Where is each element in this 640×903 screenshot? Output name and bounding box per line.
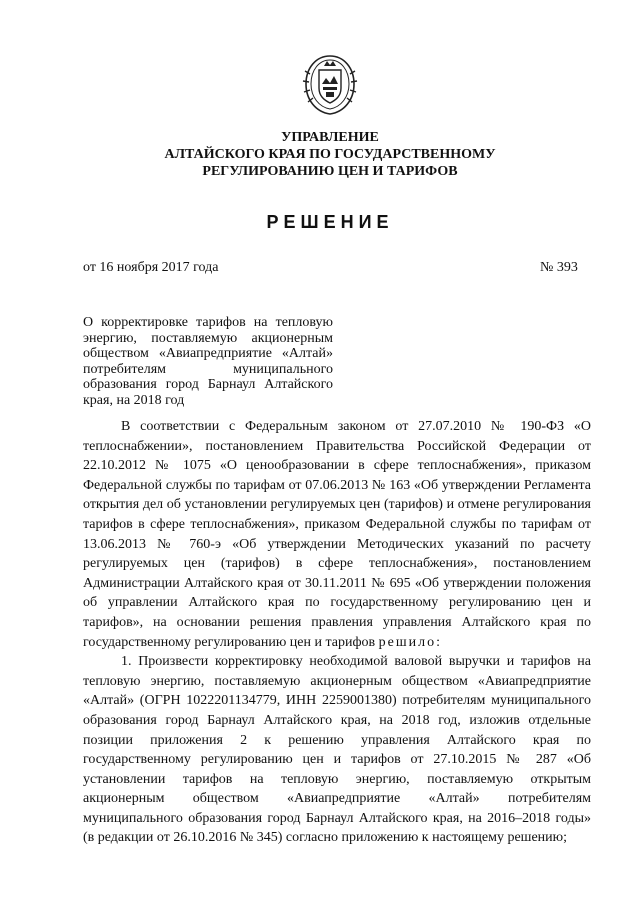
preamble-text: В соответствии с Федеральным законом от 27.07.2010 № 190-ФЗ «О теплоснабжении», постановлением Правительства Российской Федерации от 22.10.2012 № 1075 «О ценообразовании в сфере теплоснабжения», приказом Федеральной службы по тарифам от 07.06.2013 № 163 «Об утверждении Регламента открытия дел об установлении регулируемых цен (тарифов) и отмене регулирования тарифов в сфере теплоснабжения», приказом Федеральной службы по тарифам от 13.06.2013 № 760-э «Об утверждении Методических указаний по расчету регулируемых цен (тарифов) в сфере теплоснабжения», постановлением Администрации Алтайского края от 30.11.2011 № 695 «Об утверждении положения об управлении Алтайского края по государственному регулированию цен и тарифов», на основании решения правления управления Алтайского края по государственному регулированию цен и тарифов [83,419,591,650]
resolved-word: решило [378,634,437,650]
document-subject: О корректировке тарифов на тепловую энергию, поставляемую акционерным обществом «Авиапредприятие «Алтай» потребителям муниципального образования город Барнаул Алтайского края, на 2018 год [83,315,333,408]
header-line: АЛТАЙСКОГО КРАЯ ПО ГОСУДАРСТВЕННОМУ [164,147,496,162]
header-line: РЕГУЛИРОВАНИЮ ЦЕН И ТАРИФОВ [202,164,458,179]
header-line: УПРАВЛЕНИЕ [281,130,379,145]
resolved-colon: : [436,634,441,650]
document-number: № 393 [540,260,578,275]
item-1-paragraph: 1. Произвести корректировку необходимой валовой выручки и тарифов на тепловую энергию, поставляемую акционерным обществом «Авиапредприятие «Алтай» (ОГРН 1022201134779, ИНН 2259001380) потребителям муниципального образования город Барнаул Алтайского края, на 2018 год, изложив отдельные позиции приложения 2 к решению управления Алтайского края по государственному регулированию цен и тарифов от 27.10.2015 № 287 «Об установлении тарифов на тепловую энергию, поставляемую открытым акционерным обществом «Авиапредприятие «Алтай» потребителям муниципального образования город Барнаул Алтайского края, на 2016–2018 годы» (в редакции от 26.10.2016 № 345) согласно приложению к настоящему решению; [83,654,591,846]
document-body [83,417,591,848]
document-type-title: РЕШЕНИЕ [266,212,394,232]
preamble-paragraph [83,417,591,652]
coat-of-arms-emblem [300,52,360,116]
document-date: от 16 ноября 2017 года [83,260,219,275]
authority-header [0,129,640,180]
